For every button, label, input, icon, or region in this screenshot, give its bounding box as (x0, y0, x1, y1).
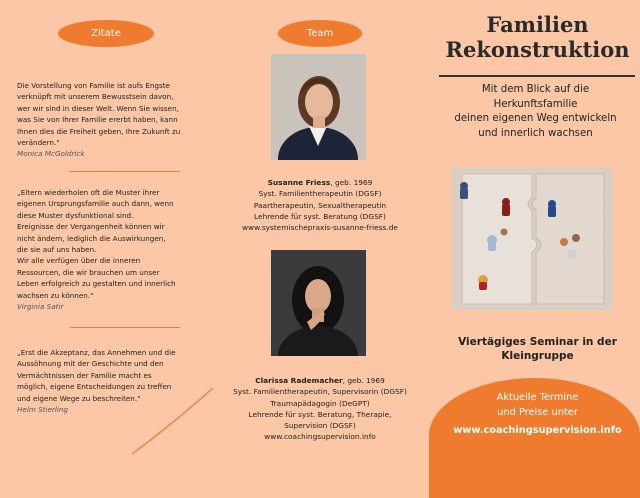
divider (70, 327, 180, 328)
person-clarissa (213, 375, 427, 443)
cover-panel (427, 0, 640, 454)
divider (70, 171, 180, 172)
subtitle: Mit dem Blick auf die Herkunftsfamilie deinen eigenen Weg entwickeln und innerlich wachsen (454, 84, 617, 139)
quote-2 (17, 187, 209, 312)
quotes-panel (0, 0, 213, 454)
person-name: Clarissa Rademacher (255, 376, 343, 385)
portrait-photo-clarissa (271, 250, 366, 356)
decorative-curve (130, 386, 215, 456)
quote-1 (17, 80, 209, 160)
quote-author: Virginia Satir (17, 302, 64, 312)
team-heading: Team (278, 20, 362, 47)
quote-author: Monica McGoldrick (17, 149, 85, 159)
quote-author: Helm Stierling (17, 405, 68, 415)
zitate-heading: Zitate (58, 20, 154, 47)
puzzle-figures-photo (452, 168, 612, 310)
person-birth: , geb. 1969 (330, 178, 373, 187)
person-name: Susanne Friess (267, 178, 331, 187)
person-details: Syst. Familientherapeutin (DGSF) Paartherapeutin, Sexualtherapeutin Lehrende für syst. Beratung (DGSF) www.systemischepraxis-susanne-friess.de (242, 189, 398, 233)
seminar-headline: Viertägiges Seminar in der Kleingruppe (458, 336, 617, 362)
cta-text: Aktuelle Termine und Preise unter (496, 392, 579, 418)
person-susanne (213, 177, 427, 233)
team-panel (213, 0, 427, 454)
website-link[interactable]: www.coachingsupervision.info (453, 425, 622, 436)
title-underline (439, 75, 635, 77)
quote-text: „Eltern wiederholen oft die Muster ihrer eigenen Ursprungsfamilie auch dann, wenn diese Muster dysfunktional sind. Ereignisse der Vergangenheit können wir nicht ändern, lediglich die Auswirkungen, die sie auf uns haben. Wir alle verfügen über die inneren Ressourcen, die wir brauchen um unser Leben erfolgreich zu gestalten und innerlich wachsen zu können." (17, 188, 176, 300)
main-title: Familien Rekonstruktion (445, 12, 630, 62)
quote-text: „Erst die Akzeptanz, das Annehmen und die Aussöhnung mit der Geschichte und den Vermächtnissen der Familie macht es möglich, eigene Entscheidungen zu treffen und eigene Wege zu beschreiten." (17, 348, 176, 403)
person-birth: , geb. 1969 (342, 376, 385, 385)
person-details: Syst. Familientherapeutin, Supervisorin (DGSF) Traumapädagogin (DeGPT) Lehrende für syst. Beratung, Therapie, Supervision (DGSF) www.coachingsupervision.info (233, 387, 407, 442)
portrait-photo-susanne (271, 54, 366, 160)
quote-text: Die Vorstellung von Familie ist aufs Engste verknüpft mit unserem Bewusstsein davon, wer wir sind in dieser Welt. Wenn Sie wissen, was Sie von Ihrer Familie ererbt haben, kann Ihnen dies die Freiheit geben, Ihre Zukunft zu verändern." (17, 81, 181, 148)
